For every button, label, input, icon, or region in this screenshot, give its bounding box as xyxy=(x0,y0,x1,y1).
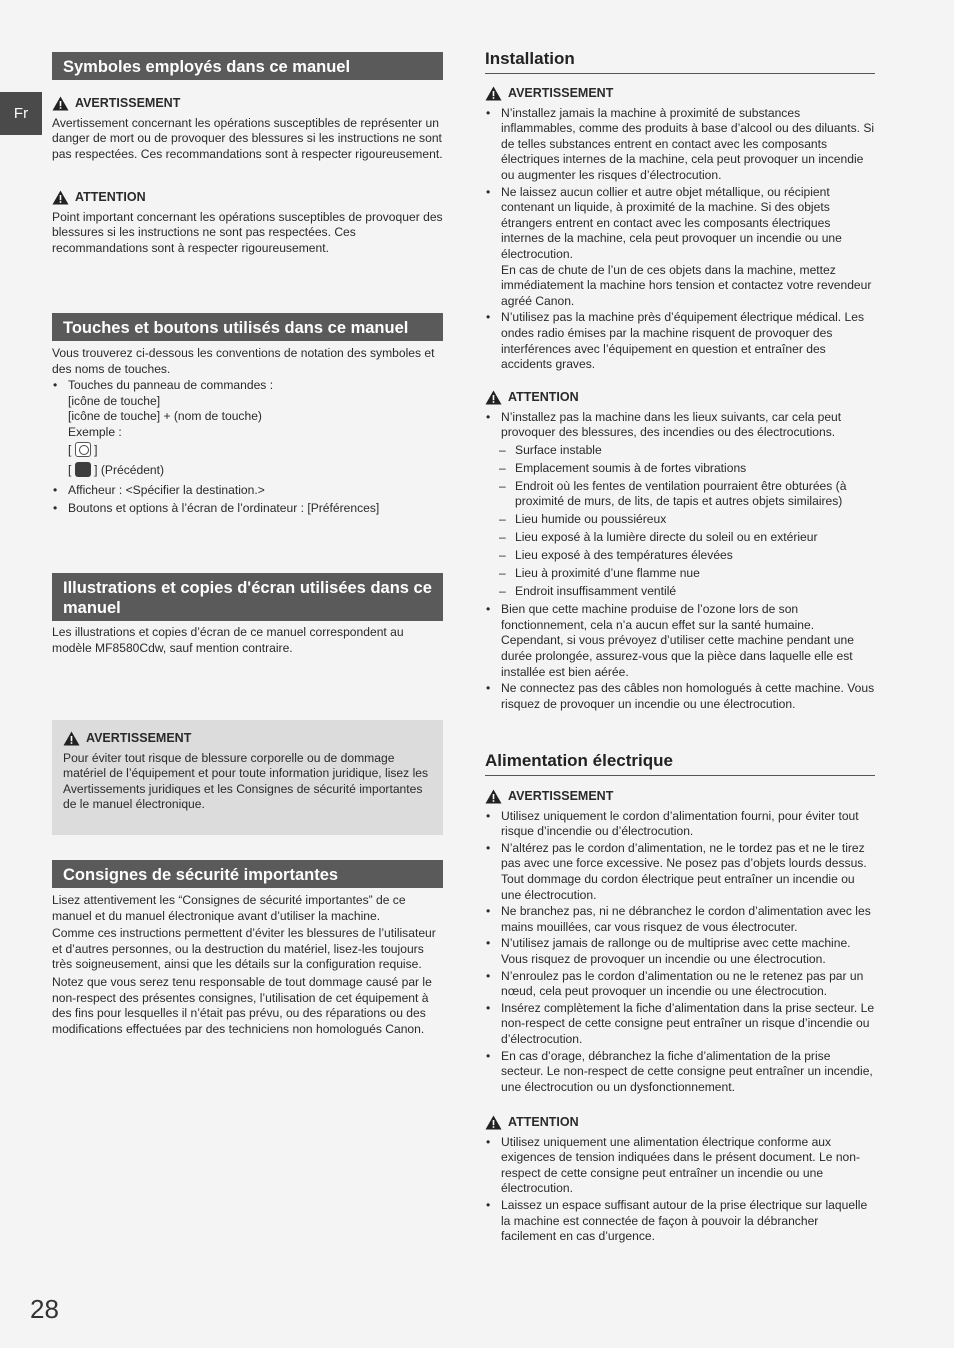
list-item: • Ne connectez pas des câbles non homologués à cette machine. Vous risquez de provoquer un incendie ou une électrocution. xyxy=(485,681,875,712)
section-heading-keys: Touches et boutons utilisés dans ce manuel xyxy=(52,313,443,341)
list-item: • Utilisez uniquement le cordon d’alimentation fourni, pour éviter tout risque d’incendie ou d’électrocution. xyxy=(485,809,875,840)
list-item xyxy=(485,185,875,310)
warning-label xyxy=(52,96,443,112)
list-item: • N’enroulez pas le cordon d’alimentation ou ne le retenez pas par un nœud, cela peut provoquer un incendie ou une électrocution. xyxy=(485,969,875,1000)
caution-label xyxy=(52,190,443,206)
illustrations-text xyxy=(52,625,443,656)
installation-warning-block xyxy=(485,86,875,374)
keys-section-body xyxy=(52,346,443,518)
list-item: • N’utilisez pas la machine près d’équipement électrique médical. Les ondes radio émises par la machine risquent de provoquer des interférences avec l’équipement en question et entraîner des accidents graves. xyxy=(485,310,875,372)
warning-triangle-icon xyxy=(485,789,502,804)
warning-description: Avertissement concernant les opérations susceptibles de représenter un danger de mort ou de provoquer des blessures si les instructions ne sont pas respectées. Ces recommandations sont à respecter rigoureusement. xyxy=(52,115,443,161)
list-item-text: • Touches du panneau de commandes : xyxy=(68,378,274,393)
list-item-text: [icône de touche] xyxy=(68,393,161,408)
list-item: • Utilisez uniquement une alimentation électrique conforme aux exigences de tension indiquées dans le présent document. Le non-respect de cette consigne peut entraîner un incendie ou une électrocution. xyxy=(485,1135,875,1197)
list-item: • Bien que cette machine produise de l’ozone lors de son fonctionnement, cela n’a aucun effet sur la santé humaine. Cependant, si vous prévoyez d’utiliser cette machine pendant une durée prolongée, assurez-vous que la pièce dans laquelle elle est installée est bien aérée. xyxy=(485,602,875,680)
bracket: ] xyxy=(94,442,98,457)
paragraph: Lisez attentivement les “Consignes de sécurité importantes” de ce manuel et du manuel électronique avant d’utiliser la machine. xyxy=(52,893,406,923)
example-line xyxy=(68,462,443,479)
power-caution-list xyxy=(485,1135,875,1245)
warning-label xyxy=(485,789,875,805)
list-item-text: Exemple : xyxy=(68,424,122,439)
safety-section-body xyxy=(52,893,443,1037)
list-item: • N’utilisez jamais de rallonge ou de multiprise avec cette machine. Vous risquez de provoquer un incendie ou une électrocution. xyxy=(485,936,875,967)
warning-label-text: AVERTISSEMENT xyxy=(75,96,181,110)
list-item: – Lieu exposé à des températures élevées xyxy=(485,548,875,564)
section-heading-installation: Installation xyxy=(485,49,875,74)
warning-triangle-icon xyxy=(52,190,69,205)
list-item: • En cas d’orage, débranchez la fiche d’alimentation de la prise secteur. Le non-respect de cette consigne peut entraîner un incendie, une électrocution ou un dysfonctionnement. xyxy=(485,1049,875,1096)
list-item: • Insérez complètement la fiche d’alimentation dans la prise secteur. Le non-respect de cette consigne peut entraîner un risque d’incendie ou d’électrocution. xyxy=(485,1001,875,1048)
installation-caution-block xyxy=(485,390,875,713)
list-item: – Lieu exposé à la lumière directe du soleil ou en extérieur xyxy=(485,530,875,546)
list-item: • Ne branchez pas, ni ne débranchez le cordon d’alimentation avec les mains mouillées, car vous risquez de vous électrocuter. xyxy=(485,904,875,935)
paragraph: Les illustrations et copies d’écran de ce manuel correspondent au modèle MF8580Cdw, sauf mention contraire. xyxy=(52,625,404,655)
list-item: – Lieu à proximité d’une flamme nue xyxy=(485,566,875,582)
caution-description: Point important concernant les opérations susceptibles de provoquer des blessures si les instructions ne sont pas respectées. Ces recommandations sont à respecter rigoureusement. xyxy=(52,209,443,255)
language-tab: Fr xyxy=(0,92,42,135)
list-item: • N’altérez pas le cordon d’alimentation, ne le tordez pas et ne le tirez pas avec une force excessive. Ne posez pas d’objets lourds dessus. Tout dommage du cordon électrique peut entraîner un incendie ou une électrocution. xyxy=(485,841,875,903)
list-item: • Afficheur : <Spécifier la destination.> xyxy=(52,483,443,499)
warning-box xyxy=(52,720,443,835)
bracket: [ xyxy=(68,463,72,478)
list-item-text: • N’installez pas la machine dans les lieux suivants, car cela peut provoquer des blessures, des incendies ou des électrocutions. xyxy=(501,409,842,440)
list-item-text: En cas de chute de l’un de ces objets dans la machine, mettez immédiatement la machine hors tension et contactez votre revendeur agréé Canon. xyxy=(501,262,872,308)
power-caution-block xyxy=(485,1115,875,1246)
list-item: • Boutons et options à l’écran de l’ordinateur : [Préférences] xyxy=(52,501,443,517)
caution-label-text: ATTENTION xyxy=(508,390,579,404)
section-heading-safety: Consignes de sécurité importantes xyxy=(52,860,443,888)
section-heading-power: Alimentation électrique xyxy=(485,751,875,776)
list-item-text: [icône de touche] + (nom de touche) xyxy=(68,409,262,424)
paragraph: Comme ces instructions permettent d’éviter les blessures de l’utilisateur et d’autres personnes, ou la destruction du matériel, lisez-les toujours très soigneusement, ainsi que les détails sur la configuration requise. xyxy=(52,926,436,972)
symbols-caution-block xyxy=(52,190,443,256)
warning-label-text: AVERTISSEMENT xyxy=(508,789,614,803)
list-item: – Lieu humide ou poussiéreux xyxy=(485,512,875,528)
caution-label-text: ATTENTION xyxy=(508,1115,579,1129)
page-number: 28 xyxy=(30,1294,59,1324)
example-label: ] (Précédent) xyxy=(94,463,165,478)
list-item-text: • Ne laissez aucun collier et autre objet métallique, ou récipient contenant un liquide, à proximité de la machine. Si des objets étrangers entrent en contact avec les composants électriques internes de la machine, cela peut provoquer un incendie ou une électrocution. xyxy=(501,184,842,261)
installation-warning-list xyxy=(485,106,875,373)
keys-list xyxy=(52,378,443,517)
warning-triangle-icon xyxy=(485,390,502,405)
warning-triangle-icon xyxy=(485,86,502,101)
keys-intro: Vous trouverez ci-dessous les conventions de notation des symboles et des noms de touches. xyxy=(52,346,435,376)
warning-triangle-icon xyxy=(485,1115,502,1130)
caution-label xyxy=(485,1115,875,1131)
caution-label-text: ATTENTION xyxy=(75,190,146,204)
section-heading-illustrations: Illustrations et copies d'écran utilisées dans ce manuel xyxy=(52,573,443,621)
back-key-icon xyxy=(75,462,91,477)
list-item: – Surface instable xyxy=(485,443,875,459)
power-warning-block xyxy=(485,789,875,1096)
example-line xyxy=(68,442,443,459)
list-item: – Emplacement soumis à de fortes vibrations xyxy=(485,461,875,477)
power-warning-list xyxy=(485,809,875,1096)
warning-label-text: AVERTISSEMENT xyxy=(508,86,614,100)
warning-label xyxy=(63,731,433,747)
warning-label-text: AVERTISSEMENT xyxy=(86,731,192,745)
list-item: – Endroit où les fentes de ventilation pourraient être obturées (à proximité de murs, de lits, de tapis et autres objets similaires) xyxy=(485,479,875,510)
caution-label xyxy=(485,390,875,406)
warning-box-text: Pour éviter tout risque de blessure corporelle ou de dommage matériel de l’équipement et pour toute information juridique, lisez les Avertissements juridiques et les Consignes de sécurité importantes de le manuel électronique. xyxy=(63,750,429,812)
unsuitable-places-list xyxy=(485,443,875,600)
symbols-warning-block xyxy=(52,96,443,162)
warning-triangle-icon xyxy=(63,731,80,746)
menu-key-icon xyxy=(75,442,91,457)
list-item: – Endroit insuffisamment ventilé xyxy=(485,584,875,600)
section-heading-symbols: Symboles employés dans ce manuel xyxy=(52,52,443,80)
list-item: • Laissez un espace suffisant autour de la prise électrique sur laquelle la machine est connectée de façon à pouvoir la débrancher facilement en cas d’urgence. xyxy=(485,1198,875,1245)
paragraph: Notez que vous serez tenu responsable de tout dommage causé par le non-respect des présentes consignes, l’utilisation de cet équipement à des fins pour lesquelles il n’était pas prévu, ou des réparations ou des modifications effectuées par des techniciens non homologués Canon. xyxy=(52,974,432,1036)
installation-caution-list xyxy=(485,410,875,713)
list-item: • N’installez jamais la machine à proximité de substances inflammables, comme des produits à base d’alcool ou des diluants. Si de telles substances entrent en contact avec les composants électriques internes de la machine, cela peut provoquer un incendie ou augmenter les risques d’électrocution. xyxy=(485,106,875,184)
list-item xyxy=(52,378,443,479)
warning-label xyxy=(485,86,875,102)
warning-triangle-icon xyxy=(52,96,69,111)
bracket: [ xyxy=(68,442,72,457)
list-item xyxy=(485,410,875,600)
